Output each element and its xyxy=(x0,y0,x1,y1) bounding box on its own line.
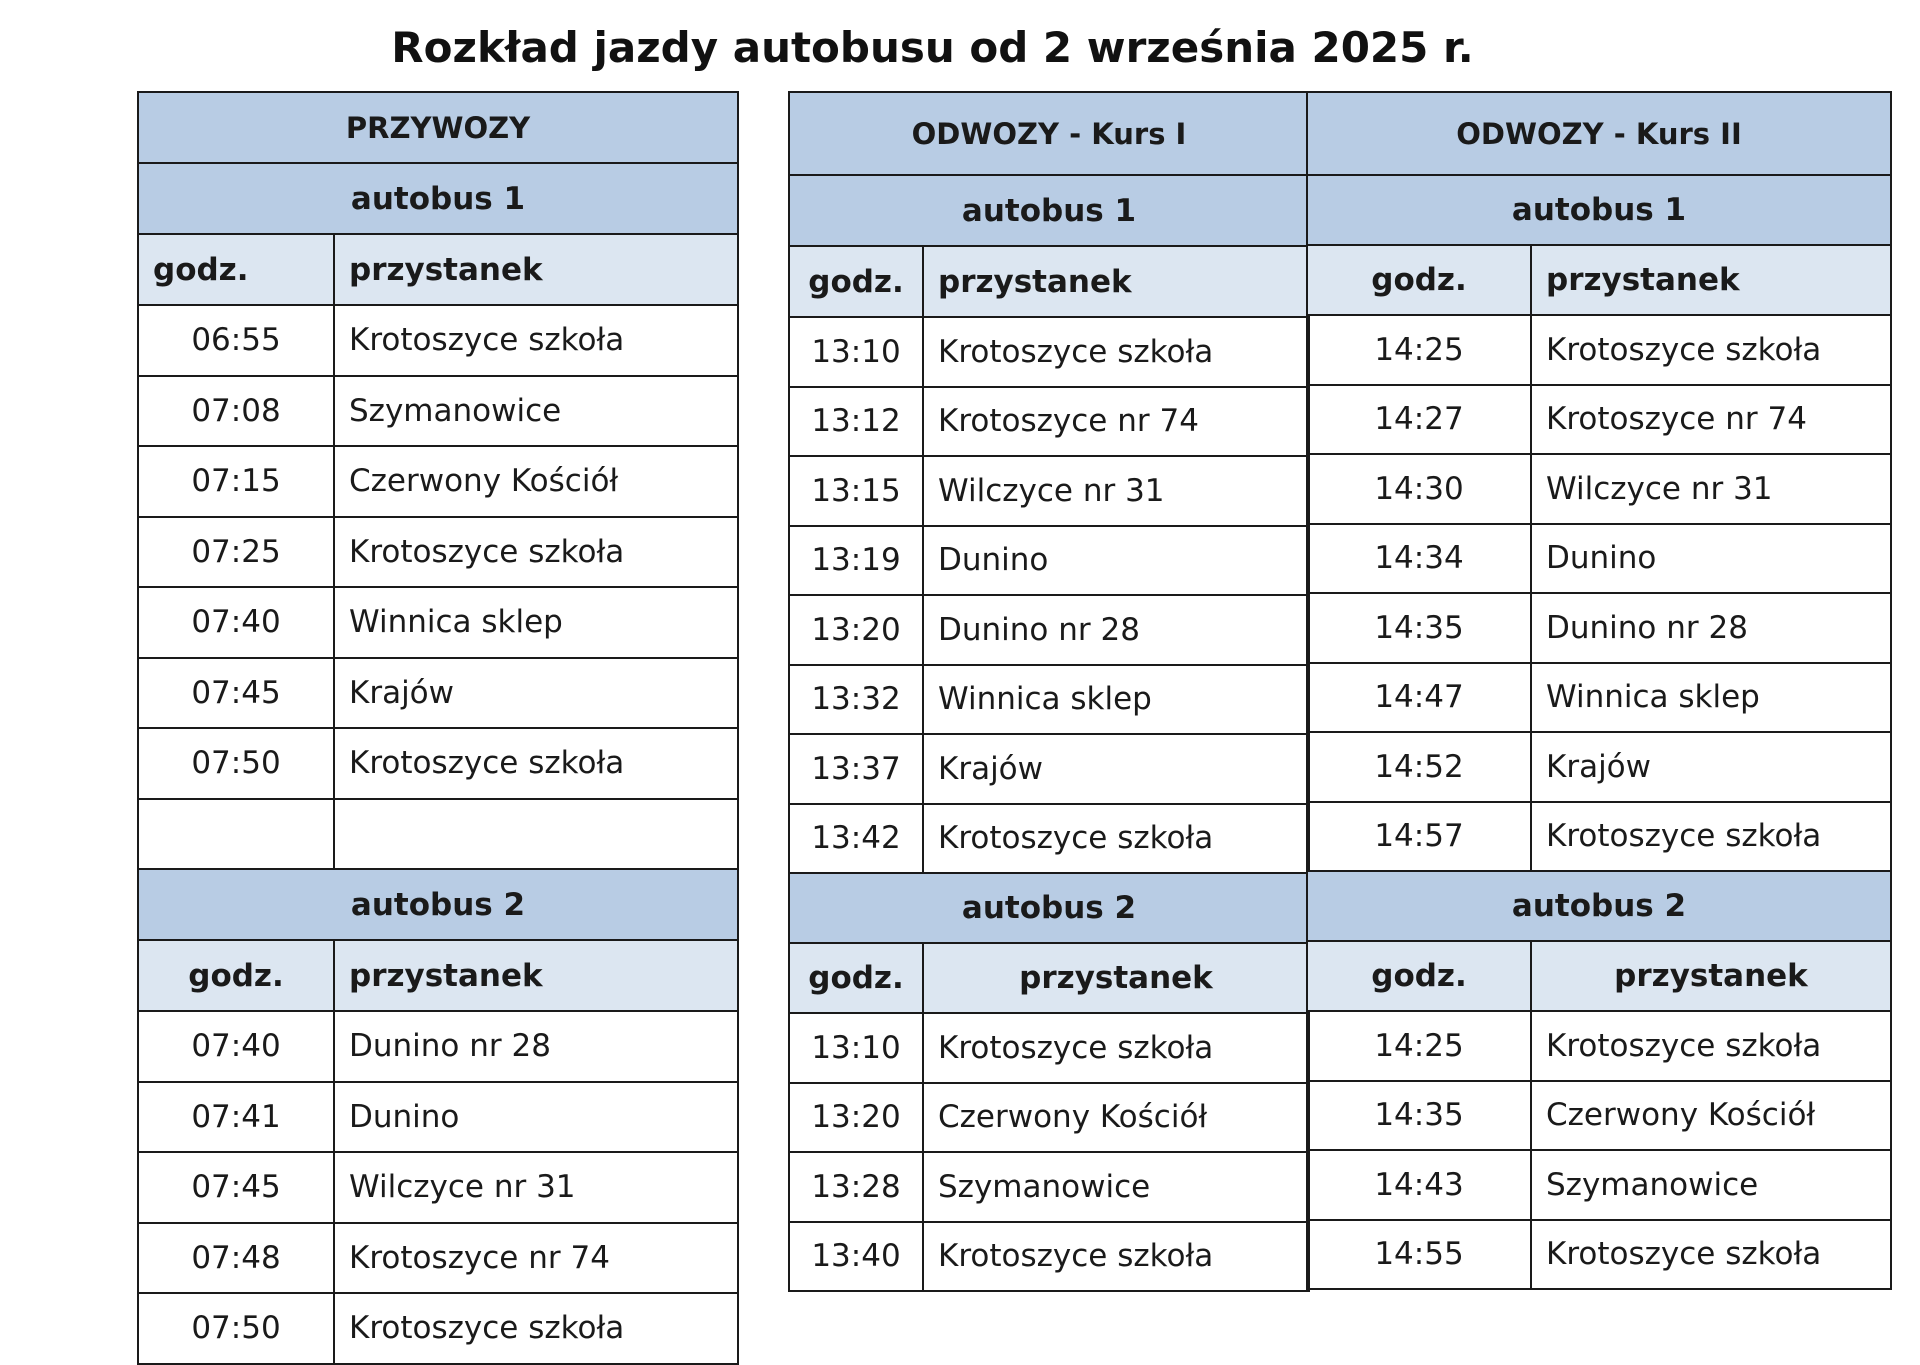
stop-cell: Krotoszyce nr 74 xyxy=(923,387,1309,457)
table-row xyxy=(1307,663,1891,733)
time-cell: 14:27 xyxy=(1307,385,1531,455)
stop-column-header: przystanek xyxy=(334,234,738,305)
stop-cell: Czerwony Kościół xyxy=(923,1083,1309,1153)
stop-cell: Winnica sklep xyxy=(334,587,738,658)
table-row xyxy=(1307,1011,1891,1081)
section-header: PRZYWOZY xyxy=(138,92,738,163)
table-row xyxy=(1307,524,1891,594)
stop-cell: Dunino nr 28 xyxy=(1531,593,1891,663)
column-header-row xyxy=(789,943,1309,1013)
time-cell: 06:55 xyxy=(138,305,334,376)
table-row xyxy=(138,799,738,870)
przywozy-table xyxy=(137,91,739,1365)
time-cell: 13:28 xyxy=(789,1152,923,1222)
time-cell: 14:35 xyxy=(1307,1081,1531,1151)
time-cell: 14:25 xyxy=(1307,315,1531,385)
time-cell: 07:40 xyxy=(138,587,334,658)
stop-cell: Krotoszyce szkoła xyxy=(923,804,1309,874)
column-header-row xyxy=(1307,941,1891,1011)
stop-cell: Krotoszyce nr 74 xyxy=(334,1223,738,1294)
time-cell: 13:32 xyxy=(789,665,923,735)
table-row xyxy=(789,734,1309,804)
table-row xyxy=(138,587,738,658)
table-row xyxy=(789,665,1309,735)
bus-label: autobus 2 xyxy=(138,869,738,940)
time-cell: 14:55 xyxy=(1307,1220,1531,1290)
bus-caption-row xyxy=(1307,871,1891,941)
stop-cell: Szymanowice xyxy=(334,376,738,447)
table-row xyxy=(1307,385,1891,455)
time-cell: 14:30 xyxy=(1307,454,1531,524)
table-row xyxy=(789,1222,1309,1292)
column-header-row xyxy=(138,940,738,1011)
table-row xyxy=(138,446,738,517)
stop-cell: Dunino xyxy=(1531,524,1891,594)
stop-cell: Krajów xyxy=(923,734,1309,804)
time-cell: 07:40 xyxy=(138,1011,334,1082)
time-cell xyxy=(138,799,334,870)
stop-column-header: przystanek xyxy=(334,940,738,1011)
time-cell: 13:19 xyxy=(789,526,923,596)
time-column-header: godz. xyxy=(138,234,334,305)
table-row xyxy=(138,305,738,376)
stop-column-header: przystanek xyxy=(923,943,1309,1013)
stop-cell: Szymanowice xyxy=(923,1152,1309,1222)
bus-label: autobus 1 xyxy=(789,175,1309,246)
time-cell: 13:42 xyxy=(789,804,923,874)
time-cell: 14:25 xyxy=(1307,1011,1531,1081)
table-row xyxy=(138,1152,738,1223)
page-title: Rozkład jazdy autobusu od 2 września 2025 r. xyxy=(391,23,1474,72)
stop-cell: Krotoszyce nr 74 xyxy=(1531,385,1891,455)
bus-caption-row xyxy=(138,869,738,940)
time-column-header: godz. xyxy=(789,246,923,317)
stop-column-header: przystanek xyxy=(1531,941,1891,1011)
stop-cell: Dunino xyxy=(334,1082,738,1153)
bus-caption-row xyxy=(789,873,1309,943)
section-header: ODWOZY - Kurs I xyxy=(789,92,1309,175)
stop-column-header: przystanek xyxy=(1531,245,1891,315)
stop-cell: Szymanowice xyxy=(1531,1150,1891,1220)
stop-cell: Krotoszyce szkoła xyxy=(334,305,738,376)
table-row xyxy=(1307,454,1891,524)
table-row xyxy=(789,526,1309,596)
stop-cell: Krotoszyce szkoła xyxy=(1531,802,1891,872)
time-column-header: godz. xyxy=(1307,941,1531,1011)
stop-cell: Krotoszyce szkoła xyxy=(923,1013,1309,1083)
time-cell: 13:40 xyxy=(789,1222,923,1292)
time-cell: 13:10 xyxy=(789,1013,923,1083)
time-cell: 13:12 xyxy=(789,387,923,457)
table-row xyxy=(789,387,1309,457)
bus-caption-row xyxy=(1307,175,1891,245)
stop-cell: Wilczyce nr 31 xyxy=(334,1152,738,1223)
column-header-row xyxy=(789,246,1309,317)
stop-cell: Krotoszyce szkoła xyxy=(1531,1011,1891,1081)
column-header-row xyxy=(138,234,738,305)
column-header-row xyxy=(1307,245,1891,315)
bus-label: autobus 1 xyxy=(138,163,738,234)
table-row xyxy=(789,456,1309,526)
stop-cell: Dunino xyxy=(923,526,1309,596)
table-row xyxy=(1307,315,1891,385)
time-cell: 07:50 xyxy=(138,728,334,799)
kurs2-table xyxy=(1306,91,1892,1290)
table-row xyxy=(138,1082,738,1153)
time-cell: 07:08 xyxy=(138,376,334,447)
table-row xyxy=(1307,1220,1891,1290)
time-cell: 14:35 xyxy=(1307,593,1531,663)
time-cell: 14:52 xyxy=(1307,732,1531,802)
table-row xyxy=(138,376,738,447)
table-header-row xyxy=(789,92,1309,175)
bus-label: autobus 1 xyxy=(1307,175,1891,245)
stop-column-header: przystanek xyxy=(923,246,1309,317)
stop-cell: Krotoszyce szkoła xyxy=(1531,1220,1891,1290)
table-row xyxy=(1307,1150,1891,1220)
table-row xyxy=(138,517,738,588)
stop-cell: Krotoszyce szkoła xyxy=(334,517,738,588)
bus-label: autobus 2 xyxy=(1307,871,1891,941)
time-cell: 07:50 xyxy=(138,1293,334,1364)
time-cell: 14:57 xyxy=(1307,802,1531,872)
stop-cell: Krotoszyce szkoła xyxy=(334,728,738,799)
time-cell: 13:20 xyxy=(789,595,923,665)
table-row xyxy=(138,1293,738,1364)
table-header-row xyxy=(138,92,738,163)
table-row xyxy=(138,1011,738,1082)
table-row xyxy=(1307,593,1891,663)
time-column-header: godz. xyxy=(1307,245,1531,315)
table-row xyxy=(789,804,1309,874)
stop-cell: Czerwony Kościół xyxy=(1531,1081,1891,1151)
bus-label: autobus 2 xyxy=(789,873,1309,943)
time-column-header: godz. xyxy=(789,943,923,1013)
time-cell: 13:15 xyxy=(789,456,923,526)
table-header-row xyxy=(1307,92,1891,175)
table-row xyxy=(138,658,738,729)
table-row xyxy=(1307,1081,1891,1151)
time-cell: 07:45 xyxy=(138,1152,334,1223)
table-row xyxy=(789,595,1309,665)
stop-cell: Wilczyce nr 31 xyxy=(923,456,1309,526)
bus-caption-row xyxy=(789,175,1309,246)
time-cell: 14:34 xyxy=(1307,524,1531,594)
time-cell: 07:48 xyxy=(138,1223,334,1294)
table-row xyxy=(1307,802,1891,872)
bus-caption-row xyxy=(138,163,738,234)
stop-cell xyxy=(334,799,738,870)
table-row xyxy=(138,1223,738,1294)
time-cell: 07:15 xyxy=(138,446,334,517)
stop-cell: Krajów xyxy=(1531,732,1891,802)
stop-cell: Krajów xyxy=(334,658,738,729)
time-column-header: godz. xyxy=(138,940,334,1011)
stop-cell: Dunino nr 28 xyxy=(334,1011,738,1082)
section-header: ODWOZY - Kurs II xyxy=(1307,92,1891,175)
time-cell: 07:25 xyxy=(138,517,334,588)
stop-cell: Winnica sklep xyxy=(1531,663,1891,733)
time-cell: 07:45 xyxy=(138,658,334,729)
kurs1-table xyxy=(788,91,1310,1292)
table-row xyxy=(1307,732,1891,802)
time-cell: 13:37 xyxy=(789,734,923,804)
time-cell: 07:41 xyxy=(138,1082,334,1153)
stop-cell: Wilczyce nr 31 xyxy=(1531,454,1891,524)
table-row xyxy=(789,1013,1309,1083)
table-row xyxy=(789,1152,1309,1222)
table-row xyxy=(789,317,1309,387)
stop-cell: Krotoszyce szkoła xyxy=(334,1293,738,1364)
table-row xyxy=(789,1083,1309,1153)
stop-cell: Krotoszyce szkoła xyxy=(923,317,1309,387)
stop-cell: Krotoszyce szkoła xyxy=(1531,315,1891,385)
stop-cell: Winnica sklep xyxy=(923,665,1309,735)
time-cell: 14:43 xyxy=(1307,1150,1531,1220)
stop-cell: Dunino nr 28 xyxy=(923,595,1309,665)
stop-cell: Krotoszyce szkoła xyxy=(923,1222,1309,1292)
time-cell: 13:20 xyxy=(789,1083,923,1153)
time-cell: 14:47 xyxy=(1307,663,1531,733)
table-row xyxy=(138,728,738,799)
time-cell: 13:10 xyxy=(789,317,923,387)
stop-cell: Czerwony Kościół xyxy=(334,446,738,517)
